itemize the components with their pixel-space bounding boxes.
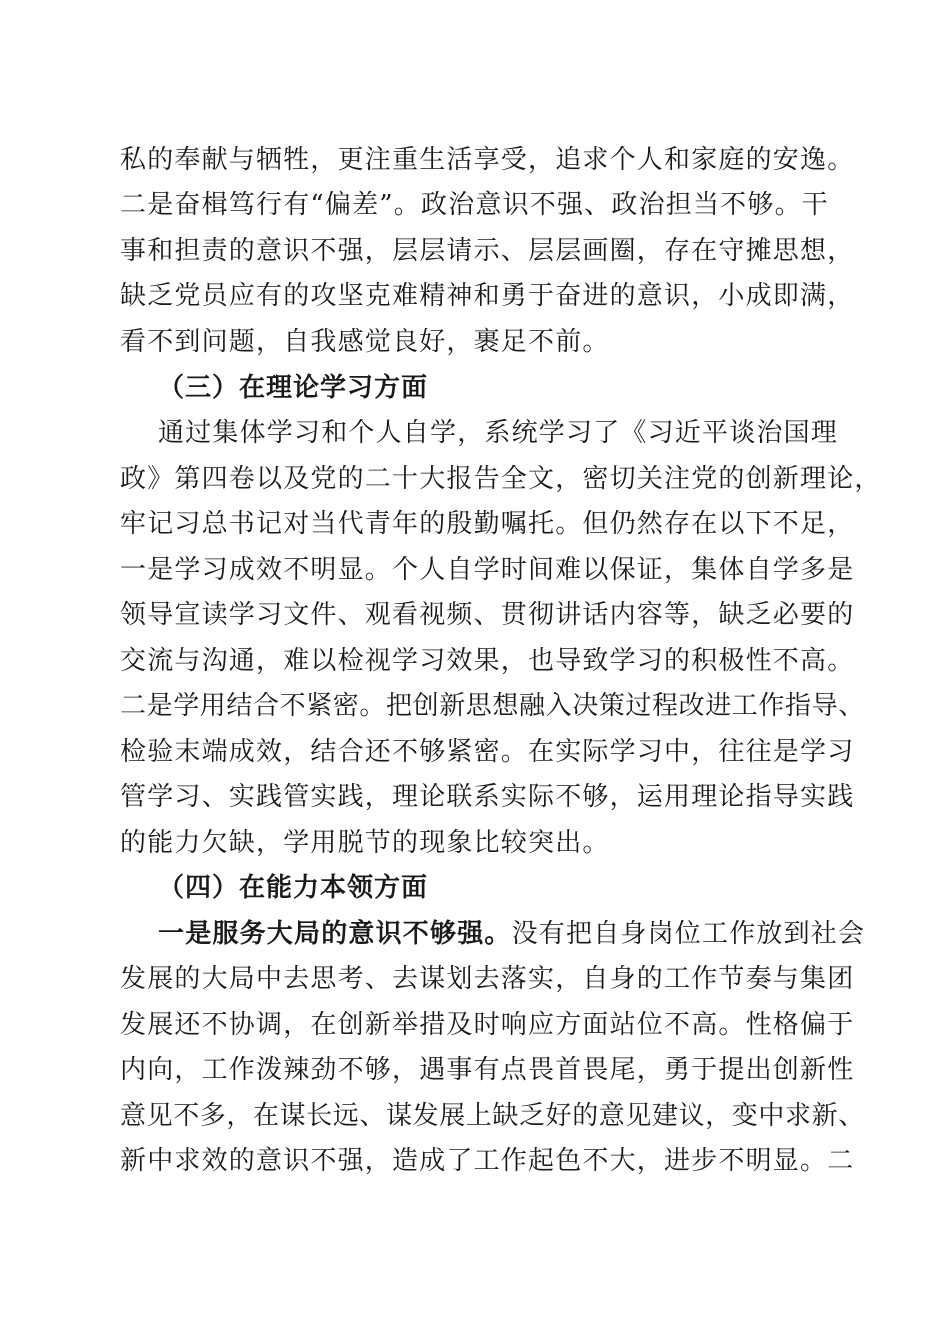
paragraph-line: 牢记习总书记对当代青年的殷勤嘱托。但仍然存在以下不足， xyxy=(120,509,855,539)
paragraph-line: 政》第四卷以及党的二十大报告全文，密切关注党的创新理论， xyxy=(120,464,882,494)
paragraph-line: 二是学用结合不紧密。把创新思想融入决策过程改进工作指导、 xyxy=(120,691,865,721)
section-heading-4: （四）在能力本领方面 xyxy=(158,873,429,903)
paragraph-line: 看不到问题，自我感觉良好，裹足不前。 xyxy=(120,327,610,357)
paragraph-line: 检验末端成效，结合还不够紧密。在实际学习中，往往是学习 xyxy=(120,737,855,767)
section-heading-3: （三）在理论学习方面 xyxy=(158,373,429,403)
paragraph-line: 二是奋楫笃行有“偏差”。政治意识不强、政治担当不够。干 xyxy=(120,190,829,220)
lead-point: 一是服务大局的意识不够强。 xyxy=(158,919,512,949)
paragraph-line: 领导宣读学习文件、观看视频、贯彻讲话内容等，缺乏必要的 xyxy=(120,600,855,630)
paragraph-line: 意见不多，在谋长远、谋发展上缺乏好的意见建议，变中求新、 xyxy=(120,1101,865,1131)
paragraph-line: 私的奉献与牺牲，更注重生活享受，追求个人和家庭的安逸。 xyxy=(120,145,855,175)
paragraph-line: 内向，工作泼辣劲不够，遇事有点畏首畏尾，勇于提出创新性 xyxy=(120,1055,855,1085)
paragraph-line: 发展还不协调，在创新举措及时响应方面站位不高。性格偏于 xyxy=(120,1010,855,1040)
paragraph-line: 事和担责的意识不强，层层请示、层层画圈，存在守摊思想， xyxy=(120,236,855,266)
paragraph-line: 新中求效的意识不强，造成了工作起色不大，进步不明显。二 xyxy=(120,1146,855,1176)
paragraph-line: 管学习、实践管实践，理论联系实际不够，运用理论指导实践 xyxy=(120,782,855,812)
paragraph-line: 缺乏党员应有的攻坚克难精神和勇于奋进的意识，小成即满， xyxy=(120,281,855,311)
paragraph-line: 一是学习成效不明显。个人自学时间难以保证，集体自学多是 xyxy=(120,555,855,585)
paragraph-line xyxy=(158,911,865,957)
paragraph-line: 发展的大局中去思考、去谋划去落实，自身的工作节奏与集团 xyxy=(120,964,855,994)
paragraph-line: 交流与沟通，难以检视学习效果，也导致学习的积极性不高。 xyxy=(120,646,855,676)
paragraph-line: 的能力欠缺，学用脱节的现象比较突出。 xyxy=(120,828,610,858)
lead-text: 没有把自身岗位工作放到社会 xyxy=(511,919,866,949)
paragraph-line: 通过集体学习和个人自学，系统学习了《习近平谈治国理 xyxy=(158,418,839,448)
